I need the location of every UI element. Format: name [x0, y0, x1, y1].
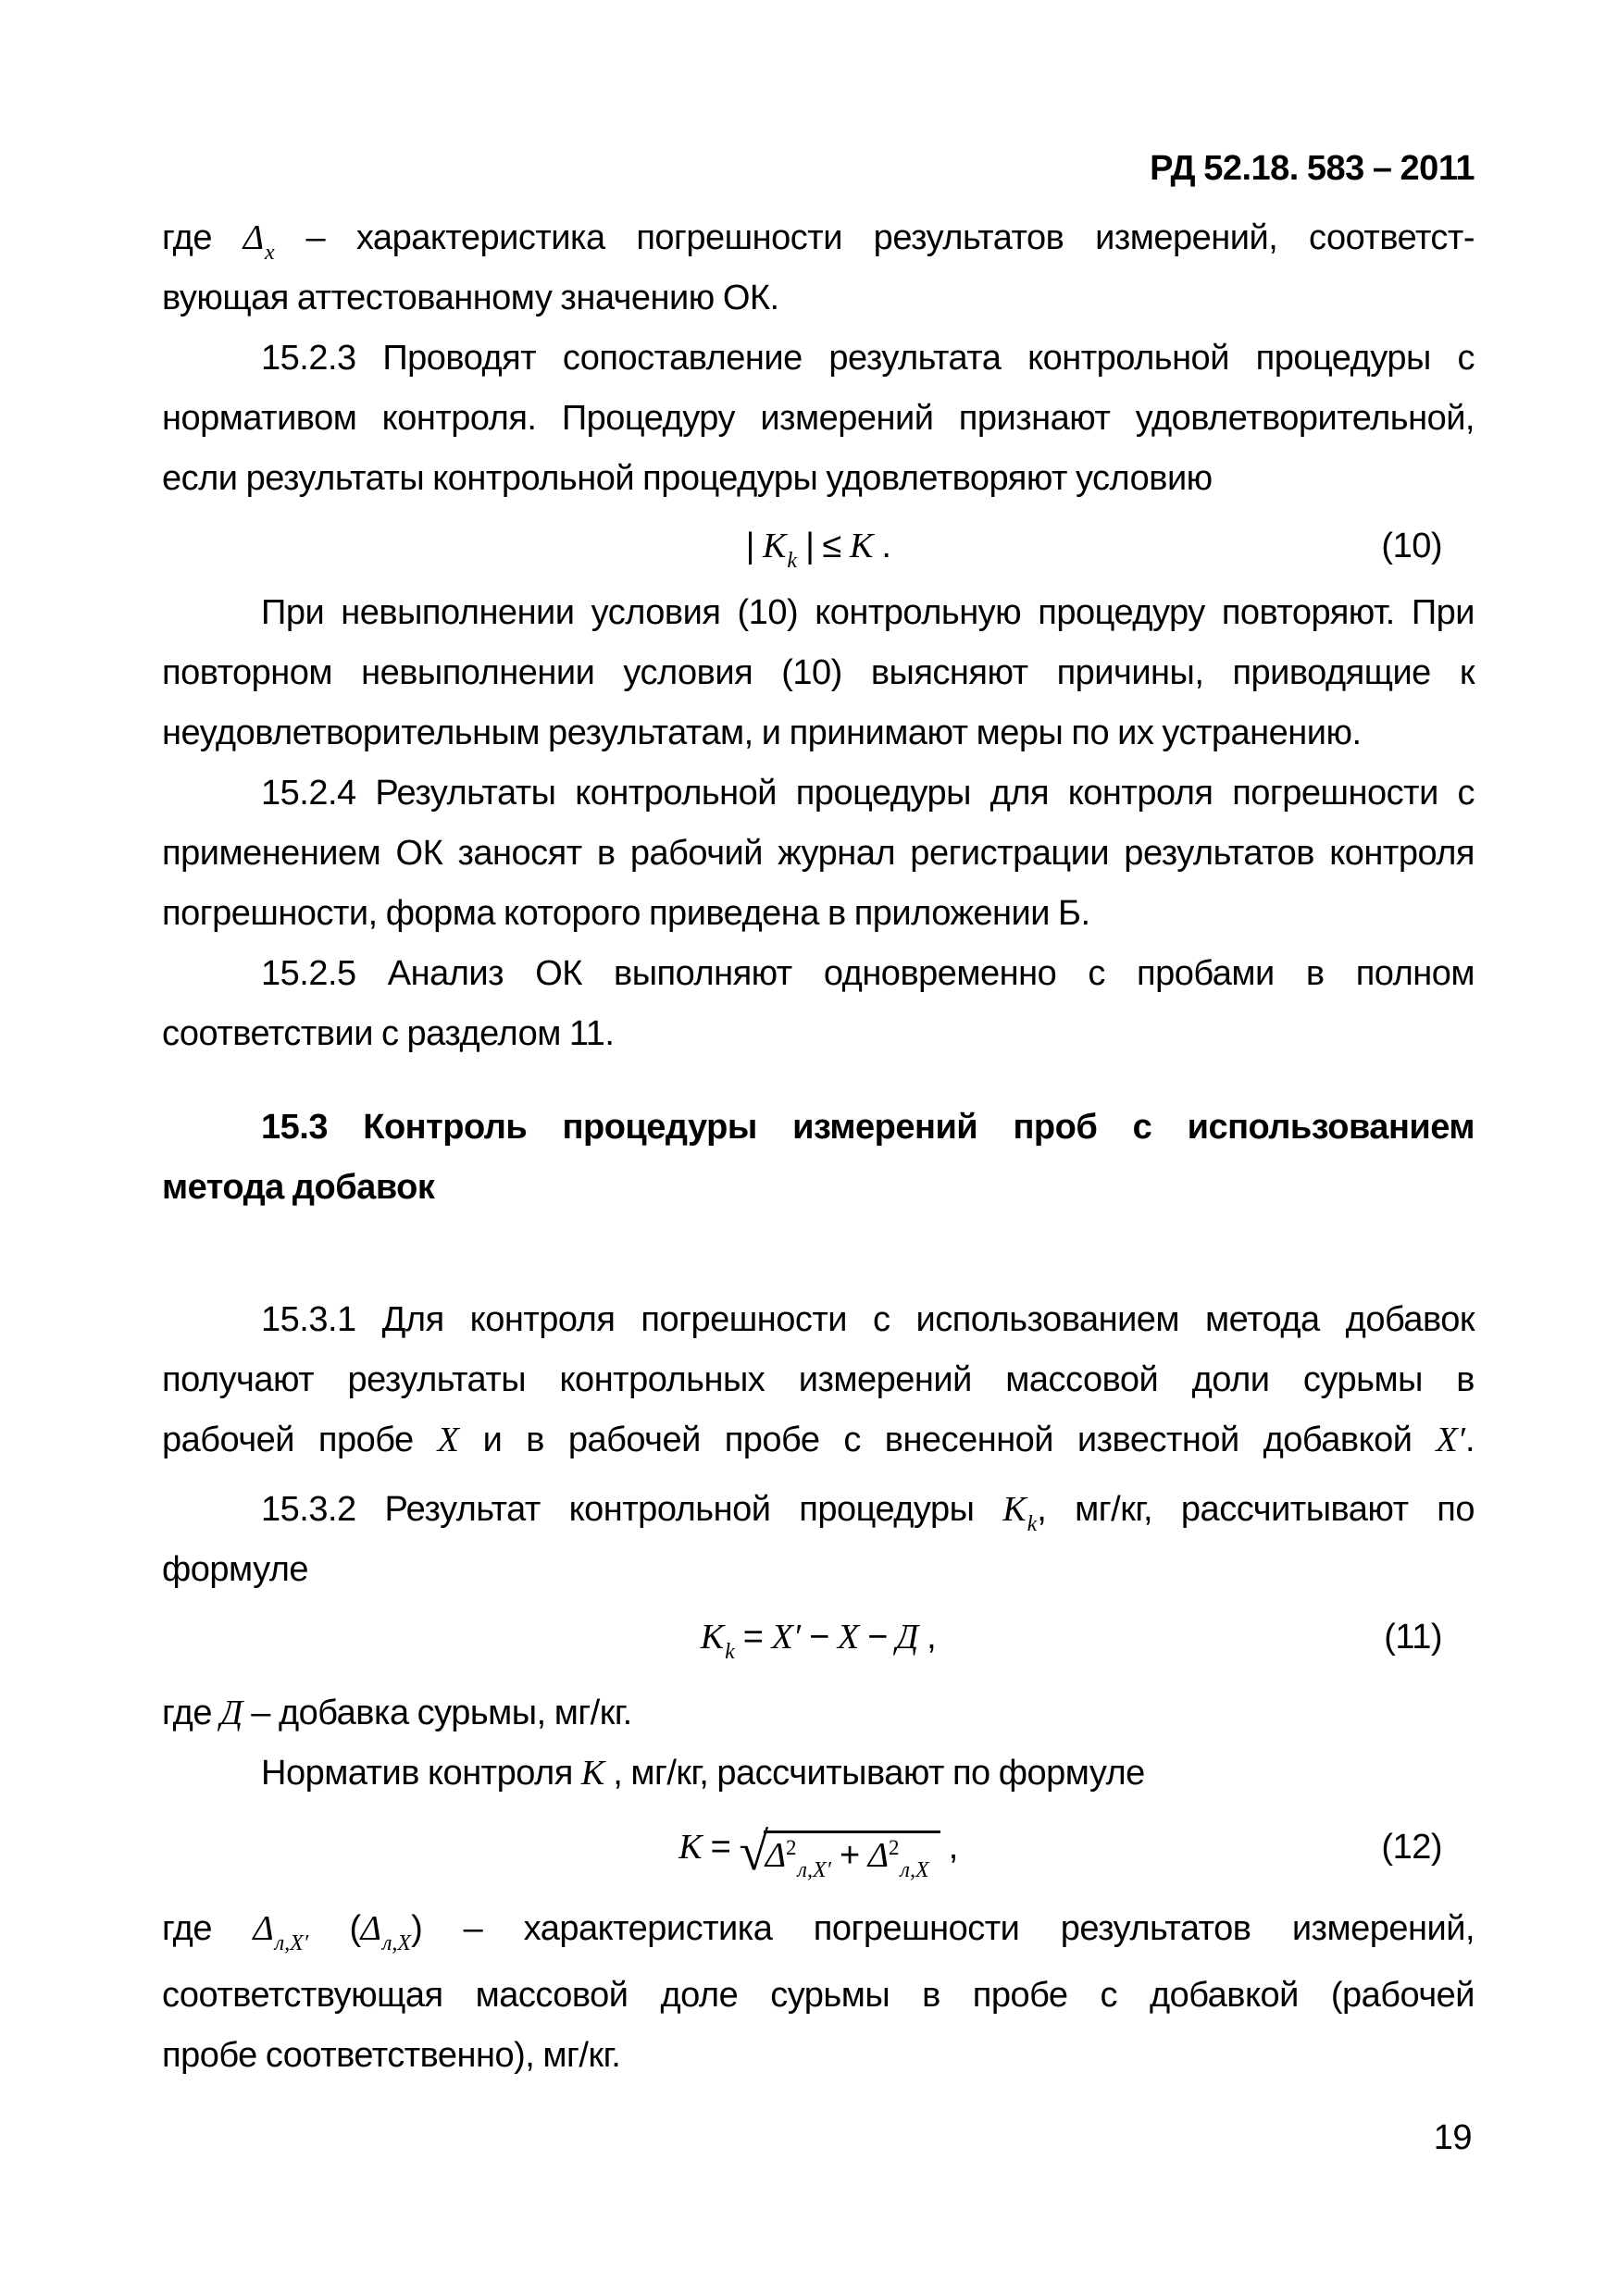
equation-number: (10) — [1381, 527, 1442, 565]
text-segment: погрешности, форма которого приведена в приложении Б. — [162, 894, 1090, 933]
text-segment: . — [1464, 1421, 1475, 1459]
text-segment: = — [734, 1618, 772, 1657]
radical-sign: √ — [739, 1821, 768, 1881]
heading-line — [162, 1158, 1475, 1218]
text-segment: 15.3 Контроль процедуры измерений проб с использованием — [261, 1108, 1475, 1147]
text-line — [162, 1966, 1475, 2026]
document-header: РД 52.18. 583 – 2011 — [1150, 149, 1475, 188]
math-segment: Δ — [243, 218, 265, 257]
math-segment: X — [437, 1421, 459, 1459]
text-segment: где — [162, 1694, 221, 1732]
text-segment: = — [702, 1828, 740, 1867]
text-segment: , — [918, 1618, 937, 1657]
text-segment: 15.2.5 Анализ ОК выполняют одновременно с пробами в полном — [261, 954, 1475, 993]
text-line — [162, 703, 1475, 763]
text-segment: соответствии с разделом 11. — [162, 1014, 615, 1053]
text-segment: получают результаты контрольных измерений массовой доли сурьмы в — [162, 1360, 1475, 1399]
math-segment: Д — [895, 1618, 919, 1657]
text-line — [162, 449, 1475, 509]
text-segment: 15.2.4 Результаты контрольной процедуры для контроля погрешности с — [261, 774, 1475, 813]
text-segment: где — [162, 1909, 254, 1948]
text-line — [162, 389, 1475, 449]
math-segment: X — [837, 1618, 860, 1657]
text-segment: соответствующая массовой доле сурьмы в пробе с добавкой (рабочей — [162, 1976, 1475, 2015]
text-segment: , — [940, 1828, 958, 1867]
text-segment: − — [801, 1618, 838, 1657]
text-line — [162, 329, 1475, 389]
math-segment: K — [1002, 1490, 1027, 1529]
text-segment: ( — [308, 1909, 361, 1948]
text-line — [162, 208, 1475, 268]
document-body — [162, 208, 1475, 2086]
math-segment: Δ — [253, 1909, 274, 1948]
text-line — [162, 884, 1475, 944]
math-segment: Д — [220, 1694, 243, 1732]
math-segment: K — [763, 527, 787, 565]
page-number: 19 — [1433, 2118, 1472, 2157]
equation-number: (12) — [1381, 1828, 1442, 1867]
text-segment: нормативом контроля. Процедуру измерений признают удовлетворительной, — [162, 399, 1475, 438]
text-segment: формуле — [162, 1550, 309, 1589]
text-segment: 15.2.3 Проводят сопоставление результата контрольной процедуры с — [261, 339, 1475, 378]
math-segment: X′ — [1436, 1421, 1465, 1459]
text-segment: | — [745, 527, 764, 565]
formula-line — [162, 1804, 1475, 1892]
text-line — [162, 2026, 1475, 2086]
sqrt-expression — [739, 1821, 940, 1882]
math-segment: x — [265, 241, 275, 265]
text-line — [162, 268, 1475, 329]
text-line — [162, 1540, 1475, 1600]
text-line — [162, 1480, 1475, 1540]
text-segment: . — [873, 527, 891, 565]
text-segment: где — [162, 218, 243, 257]
equation-number: (11) — [1384, 1618, 1442, 1657]
math-segment: K — [580, 1754, 605, 1793]
text-line — [162, 583, 1475, 643]
math-segment: л,X — [900, 1858, 929, 1882]
text-line — [162, 1290, 1475, 1350]
text-segment: применением ОК заносят в рабочий журнал регистрации результатов контроля — [162, 834, 1475, 873]
text-line — [162, 824, 1475, 884]
text-line — [162, 643, 1475, 703]
text-segment: − — [859, 1618, 896, 1657]
spacer — [162, 1064, 1475, 1098]
text-segment: если результаты контрольной процедуры удовлетворяют условию — [162, 459, 1213, 498]
text-segment: пробе соответственно), мг/кг. — [162, 2036, 621, 2075]
heading-line — [162, 1098, 1475, 1158]
text-segment: неудовлетворительным результатам, и принимают меры по их устранению. — [162, 714, 1362, 752]
math-segment: K — [700, 1618, 725, 1657]
text-segment: 15.3.2 Результат контрольной процедуры — [261, 1490, 1003, 1529]
text-line — [162, 1683, 1475, 1744]
text-segment: При невыполнении условия (10) контрольную процедуру повторяют. При — [261, 593, 1475, 632]
spacer — [162, 1218, 1475, 1290]
text-segment: , мг/кг, рассчитывают по — [1037, 1490, 1475, 1529]
math-segment: Δ — [765, 1836, 787, 1875]
text-line — [162, 1892, 1475, 1966]
spacer — [162, 1471, 1475, 1480]
math-segment: K — [678, 1828, 703, 1867]
text-segment: Норматив контроля — [261, 1754, 581, 1793]
math-segment: л,X′ — [797, 1858, 831, 1882]
text-segment: вующая аттестованному значению ОК. — [162, 279, 779, 317]
formula-line — [162, 1600, 1475, 1674]
text-line — [162, 763, 1475, 824]
math-segment: 2 — [889, 1836, 900, 1859]
text-line — [162, 1744, 1475, 1804]
text-line — [162, 1350, 1475, 1410]
math-segment: X′ — [771, 1618, 802, 1657]
spacer — [162, 1674, 1475, 1683]
text-segment: ) – характеристика погрешности результатов измерений, — [411, 1909, 1475, 1948]
math-segment: л,X′ — [274, 1931, 309, 1955]
math-segment: Δ — [360, 1909, 381, 1948]
text-segment: – характеристика погрешности результатов измерений, соответст- — [274, 218, 1475, 257]
text-line — [162, 1410, 1475, 1471]
text-segment: | ≤ — [797, 527, 850, 565]
math-segment: 2 — [786, 1836, 797, 1859]
text-segment: и в рабочей пробе с внесенной известной добавкой — [458, 1421, 1437, 1459]
text-segment: метода добавок — [162, 1168, 435, 1207]
text-segment: 15.3.1 Для контроля погрешности с использованием метода добавок — [261, 1300, 1475, 1339]
radicand — [764, 1831, 940, 1882]
text-segment: повторном невыполнении условия (10) выясняют причины, приводящие к — [162, 653, 1475, 692]
text-segment: – добавка сурьмы, мг/кг. — [243, 1694, 632, 1732]
text-segment: рабочей пробе — [162, 1421, 438, 1459]
math-segment: Δ — [867, 1836, 890, 1875]
math-segment: л,X — [381, 1931, 412, 1955]
text-segment: + — [830, 1836, 868, 1875]
math-segment: k — [725, 1640, 735, 1664]
math-segment: K — [849, 527, 874, 565]
text-line — [162, 944, 1475, 1004]
math-segment: k — [787, 549, 798, 573]
text-segment: , мг/кг, рассчитывают по формуле — [604, 1754, 1145, 1793]
text-line — [162, 1004, 1475, 1064]
formula-line — [162, 509, 1475, 583]
math-segment: k — [1027, 1512, 1038, 1536]
